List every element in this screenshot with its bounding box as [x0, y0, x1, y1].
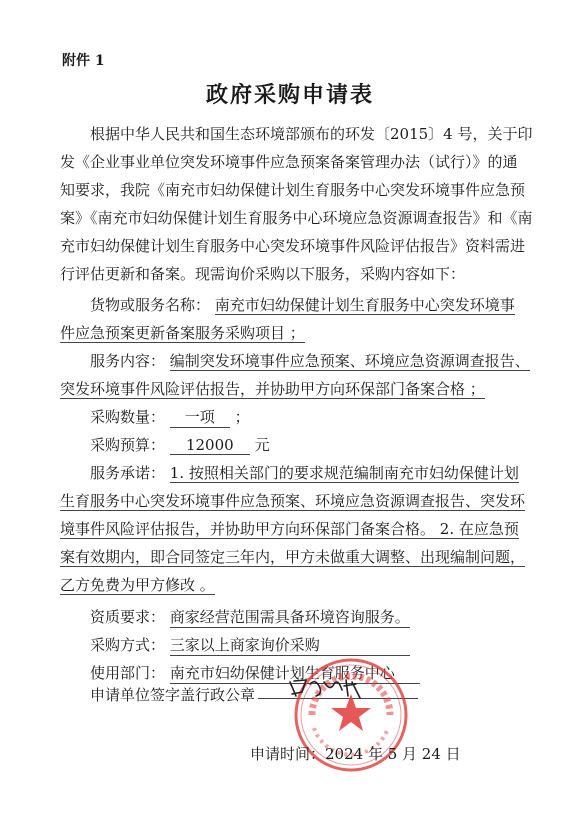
quantity-label: 采购数量：: [90, 408, 166, 426]
promise-label: 服务承诺：: [90, 464, 166, 482]
intro-line: 知要求，我院《南充市妇幼保健计划生育服务中心突发环境事件应急预: [60, 181, 526, 199]
content-label: 服务内容：: [90, 352, 166, 370]
quantity-value: 一项: [170, 406, 230, 428]
seal-label: 申请单位签字盖行政公章: [90, 686, 256, 704]
promise-cont: [60, 546, 525, 567]
budget-value: 12000: [170, 436, 250, 455]
content-value-line2: 突发环境事件风险评估报告，并协助甲方向环保部门备案合格 ；: [60, 380, 485, 398]
qualification-row: [90, 606, 410, 628]
intro-line: 行评估更新和备案。现需询价采购以下服务，采购内容如下：: [60, 265, 466, 283]
promise-cont: [60, 574, 215, 595]
budget-row: [90, 434, 270, 455]
promise-value: 1. 按照相关部门的要求规范编制南充市妇幼保健计划: [169, 464, 519, 482]
promise-value-line2: 生育服务中心突发环境事件应急预案、环境应急资源调查报告、突发环: [60, 492, 526, 510]
application-date: 申请时间：2024 年 5 月 24 日: [250, 745, 461, 763]
intro-line: 发《企业事业单位突发环境事件应急预案备案管理办法（试行）》的通: [60, 153, 518, 171]
qualification-value: 商家经营范围需具备环境咨询服务。: [169, 608, 410, 626]
intro-line: 根据中华人民共和国生态环境部颁布的环发〔2015〕4 号，关于印: [90, 125, 533, 143]
method-label: 采购方式：: [90, 636, 166, 654]
goods-value-cont: [60, 322, 305, 343]
promise-cont: [60, 490, 525, 511]
dept-label: 使用部门：: [90, 664, 166, 682]
dept-value: 南充市妇幼保健计划生育服务中心: [170, 662, 420, 684]
quantity-row: [90, 406, 250, 428]
budget-unit: 元: [254, 436, 270, 454]
promise-value-line5: 乙方免费为甲方修改 。: [60, 576, 215, 594]
goods-value-line2: 件应急预案更新备案服务采购项目 ；: [60, 324, 305, 342]
qualification-label: 资质要求：: [90, 608, 166, 626]
quantity-suffix: ；: [234, 408, 250, 426]
goods-value: 南充市妇幼保健计划生育服务中心突发环境事: [214, 296, 515, 314]
promise-cont: [60, 518, 519, 539]
promise-value-line4: 案有效期内，即合同签定三年内，甲方未做重大调整、出现编制问题，: [60, 548, 526, 566]
page-title: 政府采购申请表: [205, 82, 374, 108]
content-value: 编制突发环境事件应急预案、环境应急资源调查报告、: [169, 352, 530, 370]
content-value-cont: [60, 378, 485, 399]
goods-label: 货物或服务名称：: [90, 296, 211, 314]
budget-label: 采购预算：: [90, 436, 166, 454]
seal-row: [90, 684, 255, 705]
promise-value-line3: 境事件风险评估报告，并协助甲方向环保部门备案合格。 2. 在应急预: [60, 520, 519, 538]
attachment-label: 附件 1: [62, 53, 105, 69]
intro-line: 案》《南充市妇幼保健计划生育服务中心环境应急资源调查报告》和《南: [60, 209, 533, 227]
intro-line: 充市妇幼保健计划生育服务中心突发环境事件风险评估报告》资料需进: [60, 237, 526, 255]
promise-row: [90, 462, 519, 483]
method-row: [90, 634, 410, 656]
method-value: 三家以上商家询价采购: [170, 634, 410, 656]
goods-row: [90, 294, 515, 315]
handwritten-signature: [286, 676, 366, 702]
content-row: [90, 350, 530, 371]
